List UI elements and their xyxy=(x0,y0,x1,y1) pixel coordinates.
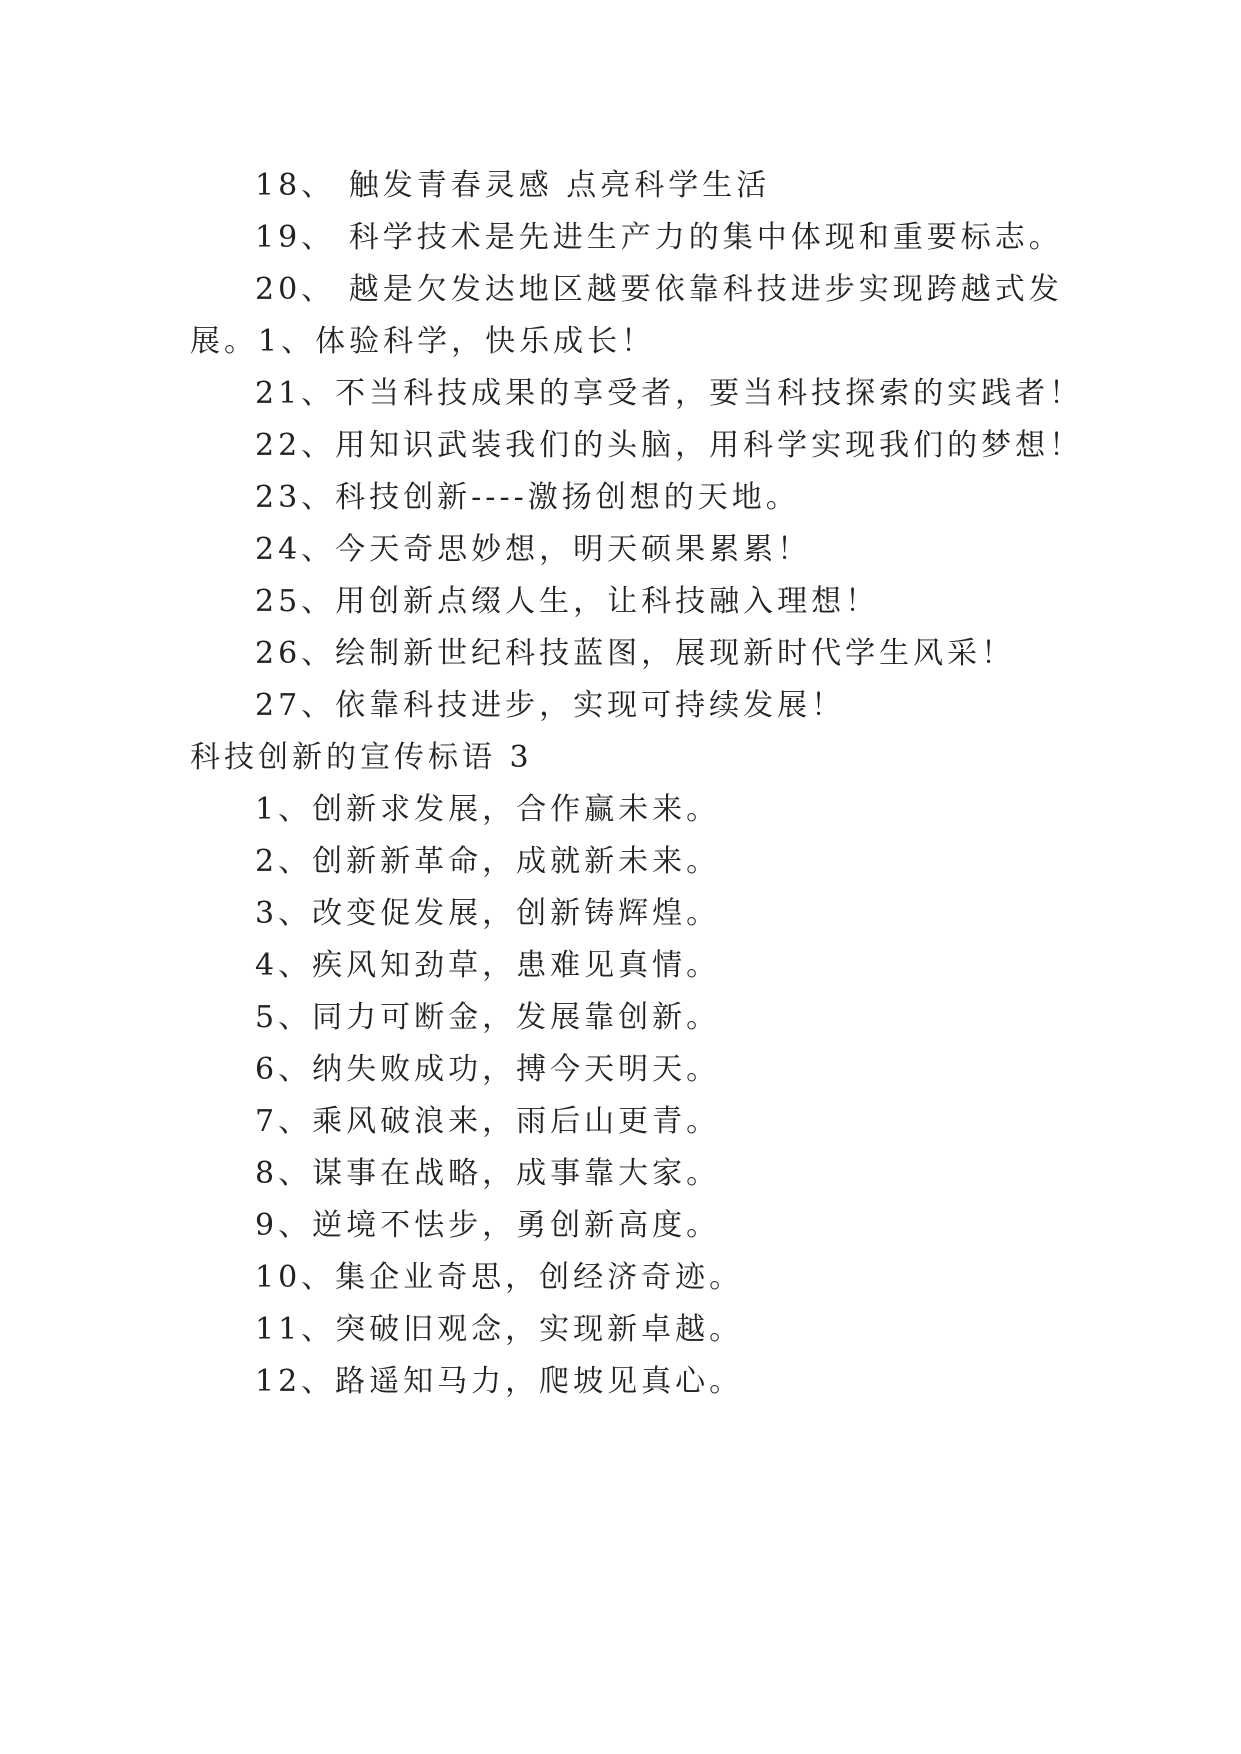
section-item-10: 10、集企业奇思，创经济奇迹。 xyxy=(255,1260,744,1295)
section-item-2: 2、创新新革命，成就新未来。 xyxy=(255,844,721,879)
section-item-1: 1、创新求发展，合作赢未来。 xyxy=(255,792,721,827)
slogan-line-22: 22、用知识武装我们的头脑，用科学实现我们的梦想！ xyxy=(255,428,1084,463)
section-item-5: 5、同力可断金，发展靠创新。 xyxy=(255,1000,721,1035)
section-item-12: 12、路遥知马力，爬坡见真心。 xyxy=(255,1364,744,1399)
section-heading: 科技创新的宣传标语 3 xyxy=(190,740,533,775)
section-item-9: 9、逆境不怯步，勇创新高度。 xyxy=(255,1208,721,1243)
section-item-11: 11、突破旧观念，实现新卓越。 xyxy=(255,1312,744,1347)
slogan-line-20: 20、 越是欠发达地区越要依靠科技进步实现跨越式发 xyxy=(255,272,1063,307)
section-item-6: 6、纳失败成功，搏今天明天。 xyxy=(255,1052,721,1087)
section-item-8: 8、谋事在战略，成事靠大家。 xyxy=(255,1156,721,1191)
slogan-line-25: 25、用创新点缀人生，让科技融入理想！ xyxy=(255,584,880,619)
slogan-line-18: 18、 触发青春灵感 点亮科学生活 xyxy=(255,168,771,203)
section-item-7: 7、乘风破浪来，雨后山更青。 xyxy=(255,1104,721,1139)
section-item-3: 3、改变促发展，创新铸辉煌。 xyxy=(255,896,721,931)
slogan-line-21: 21、不当科技成果的享受者，要当科技探索的实践者！ xyxy=(255,376,1084,411)
slogan-line-24: 24、今天奇思妙想，明天硕果累累！ xyxy=(255,532,812,567)
slogan-line-19: 19、 科学技术是先进生产力的集中体现和重要标志。 xyxy=(255,220,1063,255)
slogan-line-27: 27、依靠科技进步，实现可持续发展！ xyxy=(255,688,846,723)
slogan-line-26: 26、绘制新世纪科技蓝图，展现新时代学生风采！ xyxy=(255,636,1016,671)
section-item-4: 4、疾风知劲草，患难见真情。 xyxy=(255,948,721,983)
slogan-line-continuation: 展。1、体验科学，快乐成长！ xyxy=(190,324,656,359)
slogan-line-23: 23、科技创新----激扬创想的天地。 xyxy=(255,480,800,515)
